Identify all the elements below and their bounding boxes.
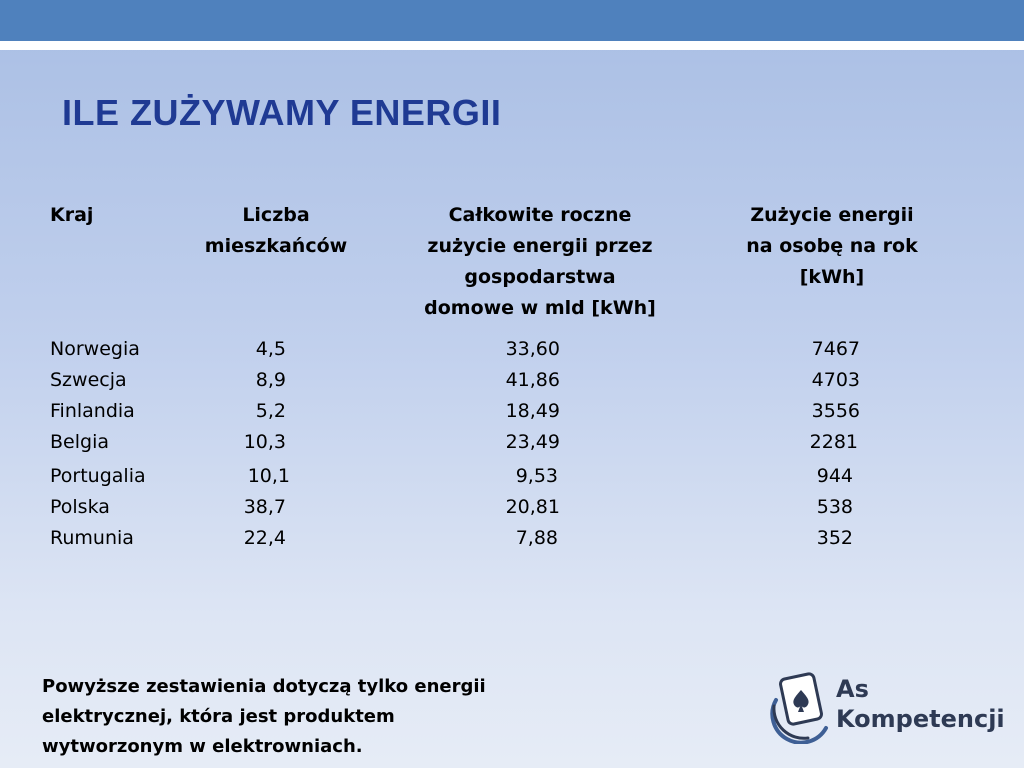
top-divider <box>0 41 1024 50</box>
table-row <box>0 461 1024 492</box>
header-total-consumption: Całkowite roczne zużycie energii przez gospodarstwa domowe w mld [kWh] <box>424 204 656 319</box>
cell-total: 18,49 <box>505 400 560 422</box>
logo-text: As Kompetencji <box>836 675 1005 733</box>
cell-total: 7,88 <box>515 527 558 549</box>
cell-per-capita: 944 <box>816 465 853 487</box>
cell-kraj: Belgia <box>50 431 109 453</box>
cell-kraj: Rumunia <box>50 527 134 549</box>
cell-per-capita: 538 <box>816 496 853 518</box>
table-row <box>0 492 1024 523</box>
cell-population: 4,5 <box>255 338 286 360</box>
cell-population: 38,7 <box>243 496 286 518</box>
table-row <box>0 334 1024 365</box>
cell-kraj: Norwegia <box>50 338 140 360</box>
cell-total: 33,60 <box>505 338 560 360</box>
cell-per-capita: 4703 <box>811 369 860 391</box>
cell-per-capita: 2281 <box>809 431 858 453</box>
header-per-capita: Zużycie energii na osobę na rok [kWh] <box>746 204 918 288</box>
cell-total: 9,53 <box>515 465 558 487</box>
cell-kraj: Portugalia <box>50 465 146 487</box>
cell-population: 5,2 <box>255 400 286 422</box>
cell-per-capita: 3556 <box>811 400 860 422</box>
cell-total: 20,81 <box>505 496 560 518</box>
cell-kraj: Szwecja <box>50 369 127 391</box>
header-population: Liczba mieszkańców <box>204 204 348 257</box>
cell-population: 10,3 <box>243 431 286 453</box>
card-spade-icon <box>768 672 834 744</box>
footnote: Powyższe zestawienia dotyczą tylko energii elektrycznej, która jest produktem wytworzonym w elektrowniach. <box>42 676 486 757</box>
cell-kraj: Polska <box>50 496 110 518</box>
table-row <box>0 365 1024 396</box>
cell-total: 41,86 <box>505 369 560 391</box>
cell-population: 10,1 <box>247 465 290 487</box>
cell-kraj: Finlandia <box>50 400 135 422</box>
table-row <box>0 427 1024 458</box>
cell-per-capita: 352 <box>816 527 853 549</box>
table-row <box>0 523 1024 554</box>
slide-title: ILE ZUŻYWAMY ENERGII <box>62 92 502 133</box>
header-kraj: Kraj <box>50 204 94 226</box>
cell-total: 23,49 <box>505 431 560 453</box>
logo <box>768 672 1005 744</box>
top-bar <box>0 0 1024 41</box>
cell-population: 8,9 <box>255 369 286 391</box>
cell-per-capita: 7467 <box>811 338 860 360</box>
table-row <box>0 396 1024 427</box>
cell-population: 22,4 <box>243 527 286 549</box>
